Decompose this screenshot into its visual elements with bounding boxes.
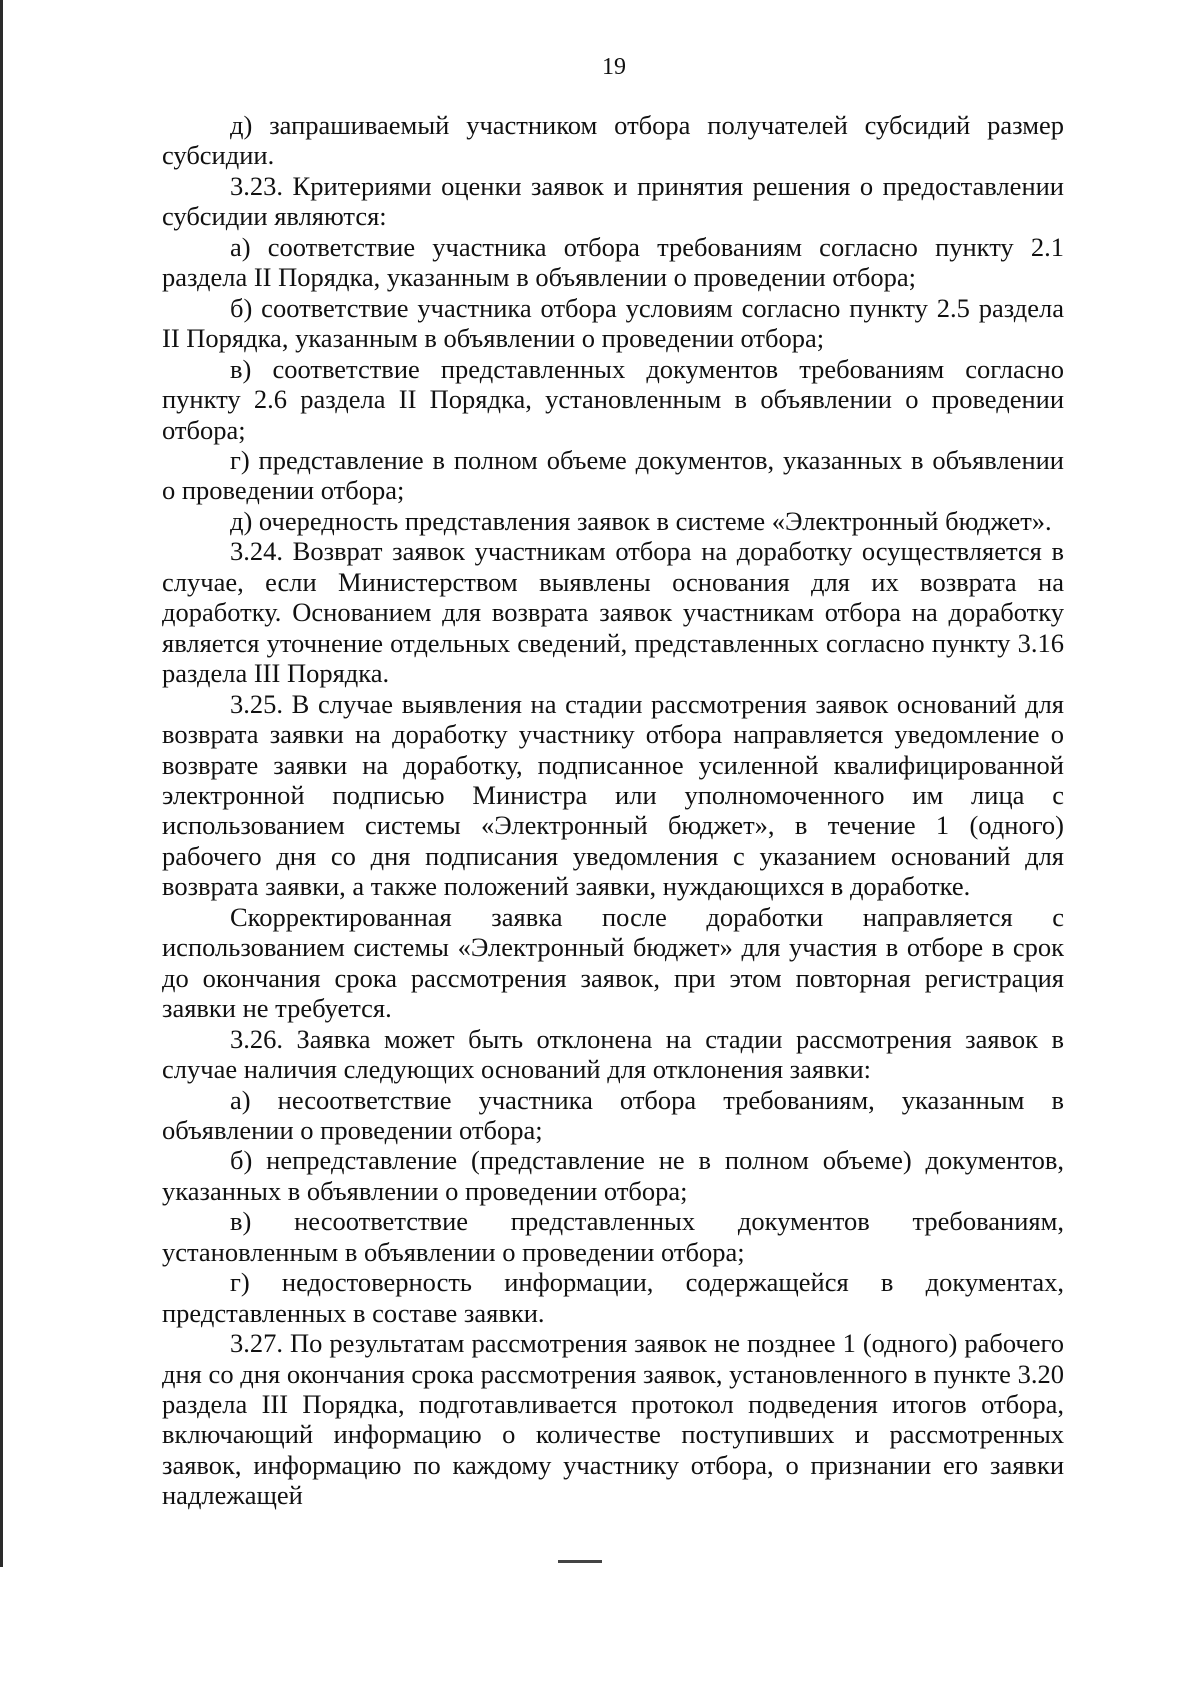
paragraph-3-27: 3.27. По результатам рассмотрения заявок не позднее 1 (одного) рабочего дня со дня окончания срока рассмотрения заявок, установленного в пункте 3.20 раздела III Порядка, подготавливается протокол подведения итогов отбора, включающий информацию о количестве поступивших и рассмотренных заявок, информацию по каждому участнику отбора, о признании его заявки надлежащей — [162, 1328, 1064, 1511]
paragraph-3-23-g: г) представление в полном объеме документов, указанных в объявлении о проведении отбора; — [162, 444, 1064, 506]
paragraph-3-26-a: а) несоответствие участника отбора требованиям, указанным в объявлении о проведении отбора; — [162, 1084, 1064, 1145]
scan-mark-bottom — [558, 1560, 602, 1563]
paragraph-3-24: 3.24. Возврат заявок участникам отбора на доработку осуществляется в случае, если Министерством выявлены основания для их возврата на доработку. Основанием для возврата заявок участникам отбора на доработку является уточнение отдельных сведений, представленных согласно пункту 3.16 раздела III Порядка. — [162, 536, 1064, 689]
paragraph-3-25: 3.25. В случае выявления на стадии рассмотрения заявок оснований для возврата заявки на доработку участнику отбора направляется уведомление о возврате заявки на доработку, подписанное усиленной квалифицированной электронной подписью Министра или уполномоченного им лица с использованием системы «Электронный бюджет», в течение 1 (одного) рабочего дня со дня подписания уведомления с указанием оснований для возврата заявки, а также положений заявки, нуждающихся в доработке. — [162, 688, 1064, 902]
paragraph-3-23-v: в) соответствие представленных документов требованиям согласно пункту 2.6 раздела II Порядка, установленным в объявлении о проведении отбора; — [162, 353, 1064, 445]
paragraph-3-23-d: д) очередность представления заявок в системе «Электронный бюджет». — [230, 505, 1052, 536]
paragraph-3-26-g: г) недостоверность информации, содержащейся в документах, представленных в составе заявки. — [162, 1267, 1064, 1328]
paragraph-3-25-corrected: Скорректированная заявка после доработки направляется с использованием системы «Электронный бюджет» для участия в отборе в срок до окончания срока рассмотрения заявок, при этом повторная регистрация заявки не требуется. — [162, 901, 1064, 1024]
document-body — [162, 110, 1064, 1511]
paragraph-3-26: 3.26. Заявка может быть отклонена на стадии рассмотрения заявок в случае наличия следующих оснований для отклонения заявки: — [162, 1023, 1064, 1085]
paragraph-subitem-d-requested-amount: д) запрашиваемый участником отбора получателей субсидий размер субсидии. — [162, 110, 1064, 171]
paragraph-3-26-v: в) несоответствие представленных документов требованиям, установленным в объявлении о проведении отбора; — [162, 1206, 1064, 1267]
paragraph-3-23-b: б) соответствие участника отбора условиям согласно пункту 2.5 раздела II Порядка, указанным в объявлении о проведении отбора; — [162, 292, 1064, 354]
paragraph-3-23-a: а) соответствие участника отбора требованиям согласно пункту 2.1 раздела II Порядка, указанным в объявлении о проведении отбора; — [162, 231, 1064, 293]
paragraph-3-23: 3.23. Критериями оценки заявок и принятия решения о предоставлении субсидии являются: — [162, 170, 1064, 232]
page-number: 19 — [602, 54, 626, 80]
scan-edge-left — [0, 0, 3, 1567]
paragraph-3-26-b: б) непредставление (представление не в полном объеме) документов, указанных в объявлении о проведении отбора; — [162, 1145, 1064, 1206]
